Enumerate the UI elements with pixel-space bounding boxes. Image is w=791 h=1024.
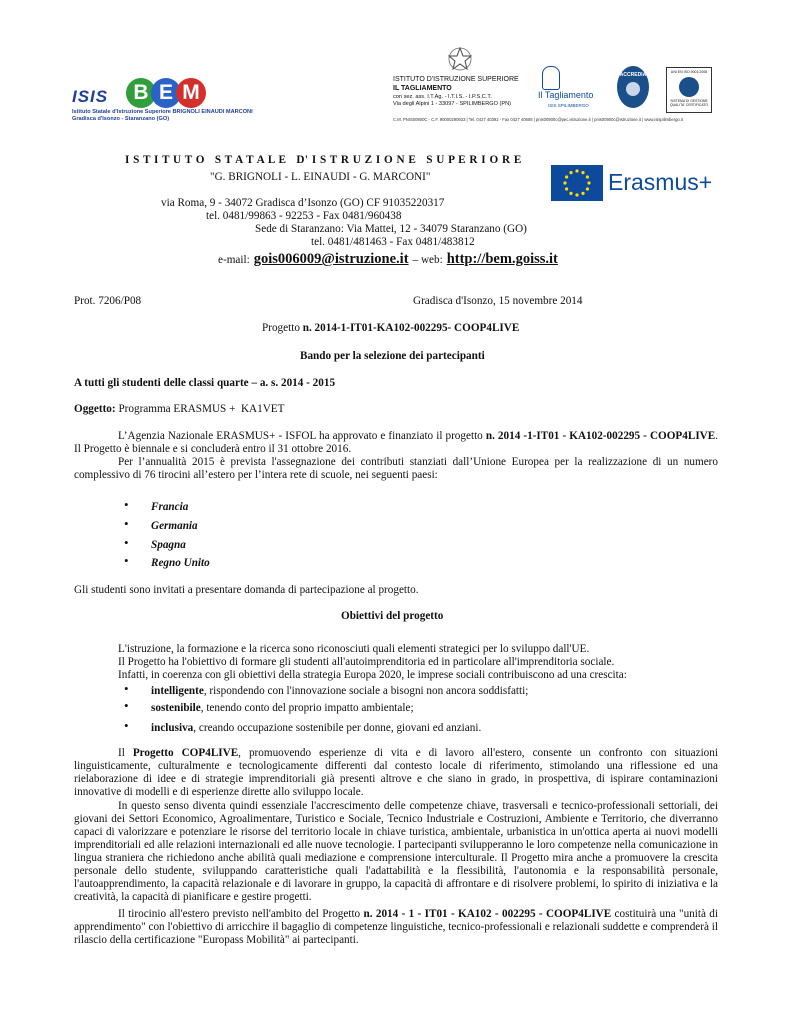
growth-item xyxy=(151,685,528,698)
accredia-seal xyxy=(617,66,649,108)
coop-a: Il xyxy=(118,747,133,759)
country-name: Francia xyxy=(151,501,189,513)
accredia-horse-icon xyxy=(626,82,640,96)
bullet-icon: • xyxy=(124,698,129,713)
bullet-icon: • xyxy=(124,718,129,733)
oggetto-text: Programma ERASMUS + KA1VET xyxy=(115,403,285,415)
bullet-icon: • xyxy=(124,535,129,550)
intro-paragraph xyxy=(74,430,718,456)
project-code: n. 2014-1-IT01-KA102-002295- COOP4LIVE xyxy=(302,322,520,334)
coop4live-paragraph xyxy=(74,747,718,799)
growth-desc: , tenendo conto del proprio impatto ambientale; xyxy=(200,702,414,714)
country-name: Regno Unito xyxy=(151,557,210,569)
school-phone-main: tel. 0481/99863 - 92253 - Fax 0481/960438 xyxy=(206,210,402,222)
accredia-label: ACCREDIA xyxy=(619,72,647,78)
competences-paragraph: In questo senso diventa quindi essenziale l'accrescimento delle competenze chiave, trasversali e tecnico-professionali settoriali, dei giovani dei Settori Economico, Agroalimentare, Turistico e Sociale, Tecnico Industriale e Costruzioni, Ambiente e Territorio, che diverranno capaci di valorizzare e potenziare le risorse del territorio locale in chiave turistica, ambientale, urbanistica in un'ottica aperta ai nuovi modelli imprenditoriali ed alle relazioni internazionali ed alle nuove tecnologie. I partecipanti svilupperanno le loro competenze nella comunicazione in lingua straniera che richiedono anche abilità quali mediazione e comprensione interculturale. Il Progetto mira anche a promuovere la crescita personale dello studente, sviluppando caratteristiche quali l'adattabilità e la flessibilità, l'autonomia e la responsabilità personale, l'autoapprendimento, la capacità relazionale e di lavorare in gruppo, la capacità di affrontare e di risolvere problemi, lo spirito di iniziativa e la creatività, la capacità di pianificare e gestire progetti. xyxy=(74,800,718,903)
tagliamento-badge-sub: ISIS SPILIMBERGO xyxy=(548,103,589,108)
bullet-icon: • xyxy=(124,497,129,512)
web-label: – web: xyxy=(412,254,443,266)
bem-circle-m: M xyxy=(176,78,206,108)
country-name: Germania xyxy=(151,520,198,532)
coop-project-name: Progetto COP4LIVE xyxy=(132,747,239,759)
intro-c: . Il Progetto è biennale e si concluderà entro il 31 ottobre 2016. xyxy=(74,430,719,455)
tagliamento-line2: IL TAGLIAMENTO xyxy=(393,85,452,92)
protocol-number: Prot. 7206/P08 xyxy=(74,295,142,307)
bem-circle-b: B xyxy=(126,78,156,108)
tir-c: costituirà una "unità di apprendimento" con l'obiettivo di arricchire il bagaglio di competenze linguistiche, tecnico-professionali e relazionali suddette e comprenderà il rilascio della certificazione "Europass Mobilità" ai partecipanti. xyxy=(74,908,718,946)
bando-title: Bando per la selezione dei partecipanti xyxy=(300,350,485,362)
school-contacts xyxy=(218,250,558,268)
growth-item xyxy=(151,722,481,735)
intro-paragraph-2: Per l’annualità 2015 è prevista l'assegnazione dei contributi stanziati dall’Unione Europea per la realizzazione di un numero complessivo di 76 tirocini all’estero per l’intera rete di scuole, nei seguenti paesi: xyxy=(74,456,718,481)
republic-emblem xyxy=(447,46,473,74)
tagliamento-badge xyxy=(538,66,610,112)
tagliamento-contact-line: C.M. PNIS00900C - C.F. 90000290933 | Tel. 0427 40392 - Fax 0427 40808 | pnis00900c@pec.istruzione.it | pnis00900c@istruzione.it | www.isispilimbergo.it xyxy=(393,117,684,122)
bem-logo-line1: Istituto Statale d'Istruzione Superiore BRIGNOLI EINAUDI MARCONI xyxy=(72,109,253,115)
bem-logo-line2: Gradisca d'Isonzo - Staranzano (GO) xyxy=(72,116,170,122)
growth-desc: , rispondendo con l'innovazione sociale a bisogni non ancora soddisfatti; xyxy=(203,685,529,697)
growth-item xyxy=(151,702,414,715)
tagliamento-line4: Via degli Alpini 1 - 33097 - SPILIMBERGO (PN) xyxy=(393,101,512,107)
cert-bottom-text: SISTEMA DI GESTIONE QUALITA' CERTIFICATO xyxy=(669,99,709,107)
bem-logo xyxy=(72,78,284,122)
growth-term: inclusiva xyxy=(151,722,194,734)
email-link[interactable]: gois006009@istruzione.it xyxy=(253,251,409,267)
certiquality-icon xyxy=(679,77,699,97)
growth-term: intelligente xyxy=(151,685,204,697)
invite-text: Gli studenti sono invitati a presentare domanda di partecipazione al progetto. xyxy=(74,584,419,596)
internship-paragraph xyxy=(74,908,718,947)
web-link[interactable]: http://bem.goiss.it xyxy=(446,251,558,267)
isis-wordmark: ISIS xyxy=(72,87,109,106)
tagliamento-line1: ISTITUTO D'ISTRUZIONE SUPERIORE xyxy=(393,76,519,83)
school-phone-staranzano: tel. 0481/481463 - Fax 0481/483812 xyxy=(311,236,475,248)
tagliamento-badge-label: Il Tagliamento xyxy=(538,90,594,100)
intro-code: n. 2014 -1-IT01 - KA102-002295 - COOP4LIVE xyxy=(485,430,716,442)
cert-top-text: UNI EN ISO 9001:2008 xyxy=(670,70,708,74)
coop-c: , promuovendo esperienze di vita e di lavoro all'estero, consente un confronto con situazioni linguisticamente, culturalmente e tecnologicamente differenti dal contesto locale di riferimento, stimolando una riflessione ed una rielaborazione di idee e di strategie imprenditoriali già presenti altrove e che siano in grado, in prospettiva, di ispirare contaminazioni innovative di modelli e di esperienze dirette allo sviluppo locale. xyxy=(74,747,718,798)
bullet-icon: • xyxy=(124,681,129,696)
project-code-line xyxy=(262,322,519,335)
objectives-title: Obiettivi del progetto xyxy=(341,610,444,622)
project-prefix: Progetto xyxy=(262,322,303,334)
tagliamento-emblem-icon xyxy=(542,66,560,90)
oggetto-line xyxy=(74,403,284,416)
growth-desc: , creando occupazione sostenibile per donne, giovani ed anziani. xyxy=(193,722,482,734)
school-address-staranzano: Sede di Staranzano: Via Mattei, 12 - 34079 Staranzano (GO) xyxy=(255,223,527,235)
tir-code: n. 2014 - 1 - IT01 - KA102 - 002295 - COOP4LIVE xyxy=(363,908,612,920)
tir-a: Il tirocinio all'estero previsto nell'ambito del Progetto xyxy=(118,908,364,920)
bullet-icon: • xyxy=(124,553,129,568)
school-name: I S T I T U T O S T A T A L E D' I S T R U Z I O N E S U P E R I O R E xyxy=(125,154,522,166)
quality-cert-badge xyxy=(666,67,712,113)
growth-term: sostenibile xyxy=(151,702,201,714)
school-subname: "G. BRIGNOLI - L. EINAUDI - G. MARCONI" xyxy=(210,171,431,183)
erasmus-wordmark: Erasmus+ xyxy=(608,169,713,195)
eu-flag-icon xyxy=(551,165,603,201)
recipients: A tutti gli studenti delle classi quarte – a. s. 2014 - 2015 xyxy=(74,377,336,389)
tagliamento-line3: con sez. ass. I.T.Ag. - I.T.I.S. - I.P.S.C.T. xyxy=(393,94,492,100)
objectives-p2: Il Progetto ha l'obiettivo di formare gli studenti all'autoimprenditoria ed in particolare all'imprenditoria sociale. xyxy=(118,656,615,668)
bullet-icon: • xyxy=(124,516,129,531)
school-address-main: via Roma, 9 - 34072 Gradisca d’Isonzo (GO) CF 91035220317 xyxy=(161,197,445,209)
growth-list xyxy=(124,683,684,739)
country-name: Spagna xyxy=(151,539,186,551)
document-date: Gradisca d'Isonzo, 15 novembre 2014 xyxy=(413,295,583,307)
country-list xyxy=(124,499,324,575)
objectives-p1: L'istruzione, la formazione e la ricerca sono riconosciuti quali elementi strategici per lo sviluppo dall'UE. xyxy=(118,643,590,655)
erasmus-logo xyxy=(551,165,716,201)
intro-a: L’Agenzia Nazionale ERASMUS+ - ISFOL ha approvato e finanziato il progetto xyxy=(118,430,486,442)
bem-circle-e: E xyxy=(151,78,181,108)
oggetto-label: Oggetto: xyxy=(74,403,116,415)
objectives-p3: Infatti, in coerenza con gli obiettivi della strategia Europa 2020, le imprese sociali contribuiscono ad una crescita: xyxy=(118,669,627,681)
email-label: e-mail: xyxy=(218,254,250,266)
